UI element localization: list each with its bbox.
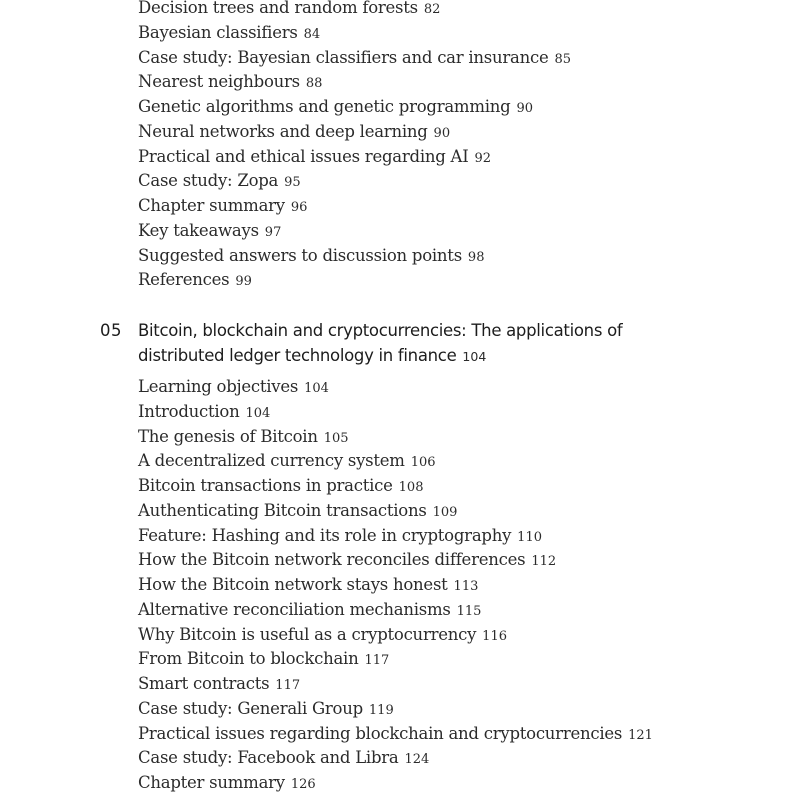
toc-entry — [138, 21, 571, 46]
toc-entry-title: Feature: Hashing and its role in cryptography — [138, 525, 512, 545]
toc-entry-title: Suggested answers to discussion points — [138, 245, 462, 265]
toc-entry-title: Practical and ethical issues regarding AI — [138, 146, 469, 166]
toc-entry — [138, 647, 653, 672]
toc-entry-title: Case study: Generali Group — [138, 698, 363, 718]
toc-entry-page: 97 — [264, 224, 282, 240]
toc-entry-page: 110 — [517, 529, 542, 545]
toc-entry — [138, 449, 653, 474]
toc-entry — [138, 623, 653, 648]
toc-entry — [138, 219, 571, 244]
toc-entry — [138, 244, 571, 269]
toc-entry-title: How the Bitcoin network stays honest — [138, 575, 448, 594]
toc-entry-page: 126 — [290, 777, 316, 792]
toc-entry-title: Smart contracts — [138, 674, 270, 693]
toc-entry-page: 113 — [453, 579, 479, 594]
toc-entry-page: 99 — [235, 274, 252, 290]
toc-entry — [138, 46, 571, 71]
toc-entry-title: Key takeaways — [138, 220, 259, 240]
toc-entry-title: Learning objectives — [138, 377, 299, 396]
toc-entry-page: 116 — [482, 628, 507, 644]
toc-entry — [138, 548, 653, 573]
toc-entry — [138, 746, 653, 771]
toc-entry-title: Genetic algorithms and genetic programming — [138, 97, 511, 116]
toc-entry-title: Neural networks and deep learning — [138, 121, 428, 141]
toc-entry-page: 105 — [323, 430, 349, 446]
toc-entry-title: The genesis of Bitcoin — [138, 426, 318, 446]
toc-entry-page: 88 — [305, 76, 323, 92]
toc-entry-page: 95 — [284, 175, 301, 191]
toc-entry-title: Practical issues regarding blockchain and cryptocurrencies — [138, 723, 623, 743]
toc-entry-title: Decision trees and random forests — [138, 0, 418, 17]
toc-entry-title: Why Bitcoin is useful as a cryptocurrency — [138, 624, 477, 644]
toc-entry-title: Chapter summary — [138, 196, 285, 215]
toc-entry-title: Nearest neighbours — [138, 72, 300, 92]
toc-entry — [138, 70, 571, 95]
toc-entry-page: 124 — [404, 752, 430, 768]
toc-entry-page: 117 — [364, 653, 390, 669]
toc-entry-title: References — [138, 270, 230, 290]
toc-entry — [138, 722, 653, 747]
toc-entry-title: Bayesian classifiers — [138, 22, 298, 42]
toc-entry-title: Case study: Zopa — [138, 171, 279, 191]
toc-entry-page: 109 — [432, 504, 458, 520]
toc-entry-title: From Bitcoin to blockchain — [138, 649, 359, 669]
toc-entry — [138, 169, 571, 194]
toc-entry-page: 96 — [290, 200, 308, 215]
toc-entry-page: 104 — [304, 381, 329, 396]
toc-entry — [138, 425, 653, 450]
toc-entry-title: Introduction — [138, 401, 240, 421]
toc-entry-title: Authenticating Bitcoin transactions — [138, 500, 427, 520]
toc-entry-page: 119 — [368, 702, 394, 718]
toc-entry — [138, 697, 653, 722]
toc-entry-page: 112 — [531, 554, 557, 570]
toc-entry — [138, 145, 571, 170]
toc-entry-title: A decentralized currency system — [138, 451, 405, 471]
toc-entry — [138, 672, 653, 697]
chapter-title — [138, 318, 658, 369]
toc-entry-page: 115 — [456, 603, 482, 619]
toc-entry — [138, 0, 571, 21]
chapter-page: 104 — [462, 349, 487, 364]
toc-entry — [138, 598, 653, 623]
toc-entry — [138, 771, 653, 796]
toc-list-previous-chapter — [138, 0, 571, 293]
chapter-number: 05 — [100, 321, 122, 340]
toc-entry-title: How the Bitcoin network reconciles differences — [138, 550, 526, 570]
toc-entry-title: Case study: Facebook and Libra — [138, 748, 399, 768]
chapter-title-text: Bitcoin, blockchain and cryptocurrencies: The applications of distributed ledger technology in finance — [138, 321, 623, 365]
toc-entry-page: 121 — [628, 727, 653, 743]
toc-entry-title: Alternative reconciliation mechanisms — [138, 599, 451, 619]
toc-entry — [138, 524, 653, 549]
toc-entry — [138, 95, 571, 120]
toc-entry — [138, 499, 653, 524]
toc-entry-page: 90 — [433, 125, 451, 141]
toc-entry-page: 82 — [423, 2, 441, 17]
toc-entry-title: Bitcoin transactions in practice — [138, 476, 393, 495]
toc-entry-title: Chapter summary — [138, 773, 285, 792]
toc-entry-page: 98 — [467, 249, 485, 265]
toc-entry-page: 90 — [516, 101, 533, 116]
toc-entry-page: 92 — [474, 150, 492, 166]
toc-entry-page: 85 — [554, 51, 572, 67]
toc-entry — [138, 268, 571, 293]
toc-list-chapter-05 — [138, 375, 653, 796]
toc-entry-page: 84 — [303, 26, 321, 42]
toc-entry-page: 108 — [398, 480, 424, 495]
toc-entry-title: Case study: Bayesian classifiers and car insurance — [138, 47, 549, 67]
toc-entry — [138, 400, 653, 425]
toc-entry — [138, 375, 653, 400]
toc-entry — [138, 573, 653, 598]
toc-entry — [138, 120, 571, 145]
toc-entry — [138, 194, 571, 219]
toc-entry-page: 117 — [275, 678, 301, 693]
toc-entry — [138, 474, 653, 499]
toc-entry-page: 104 — [245, 405, 271, 421]
toc-entry-page: 106 — [410, 455, 436, 471]
